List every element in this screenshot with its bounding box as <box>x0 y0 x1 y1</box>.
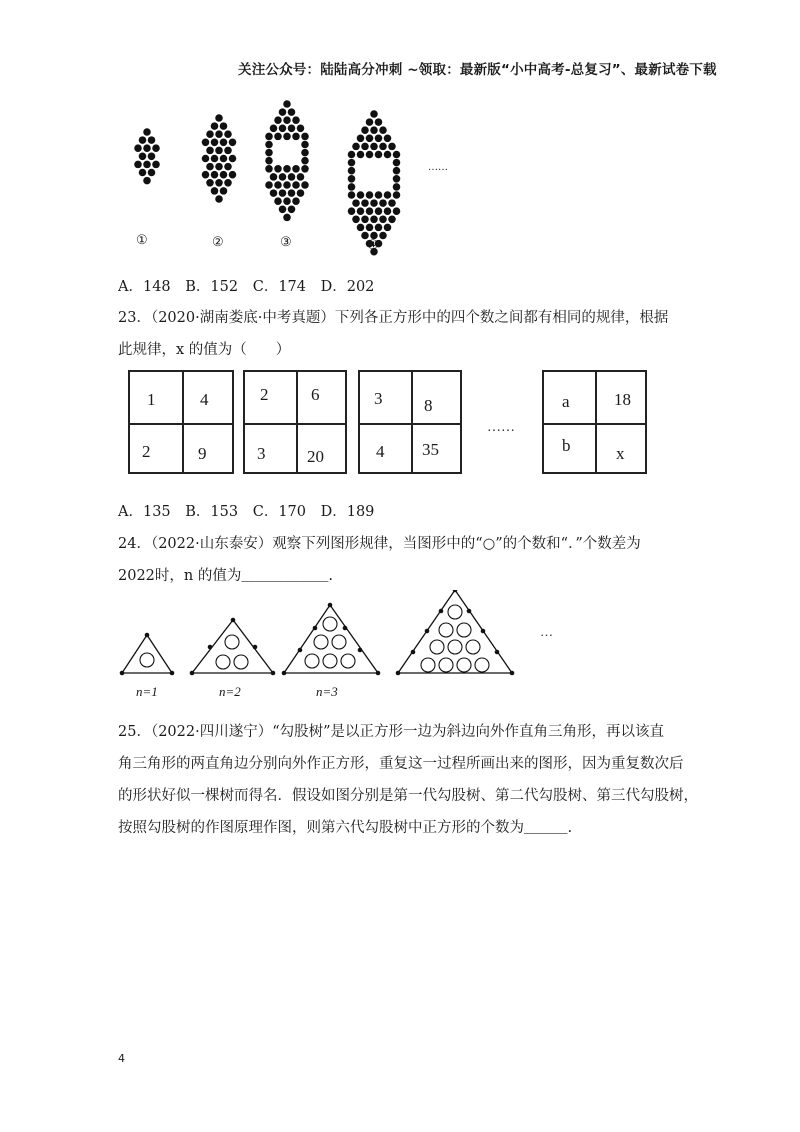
q22-choice-b[interactable]: B．152 <box>185 279 239 295</box>
dot <box>215 195 223 203</box>
point <box>358 648 363 653</box>
q23-square-4-br: x <box>616 444 625 463</box>
dot <box>224 179 232 187</box>
ring <box>305 654 319 668</box>
ring <box>421 658 435 672</box>
q23-square-1-tr: 4 <box>200 390 209 409</box>
dot <box>152 161 160 169</box>
dot <box>215 114 223 122</box>
dot <box>139 136 147 144</box>
dot <box>352 143 360 151</box>
point <box>439 609 444 614</box>
q23-square-2 <box>243 370 347 474</box>
dot <box>384 151 392 159</box>
q23-square-2-tl: 2 <box>260 385 269 404</box>
dot <box>301 149 309 157</box>
dot <box>211 122 219 130</box>
dot <box>388 199 396 207</box>
dot <box>211 155 219 163</box>
dot <box>283 116 291 124</box>
dot <box>388 143 396 151</box>
dot <box>348 175 356 183</box>
dot <box>366 191 374 199</box>
q23-square-1-br: 9 <box>198 444 207 463</box>
point <box>495 650 500 655</box>
dot <box>292 197 300 205</box>
dot <box>292 181 300 189</box>
q23-square-1-tl: 1 <box>147 390 156 409</box>
point <box>190 671 195 676</box>
dot <box>288 125 296 133</box>
ring <box>225 635 239 649</box>
dot <box>297 125 305 133</box>
dot <box>288 108 296 116</box>
q25-line-3: 的形状好似一棵树而得名．假设如图分别是第一代勾股树、第二代勾股树、第三代勾股树， <box>118 788 698 804</box>
dot <box>301 141 309 149</box>
q23-ellipsis: …… <box>487 420 515 435</box>
ring <box>430 640 444 654</box>
q23-square-4-tr: 18 <box>614 390 631 409</box>
dot <box>211 139 219 147</box>
q23-choice-b[interactable]: B．153 <box>185 504 239 520</box>
dot <box>379 126 387 134</box>
q23-square-2-tr: 6 <box>311 385 320 404</box>
dot <box>357 191 365 199</box>
dot <box>143 161 151 169</box>
q25-line-2: 角三角形的两直角边分别向外作正方形，重复这一过程所画出来的图形，因为重复数次后 <box>118 756 684 772</box>
dot <box>357 207 365 215</box>
dot <box>384 224 392 232</box>
dot <box>283 214 291 222</box>
dot <box>301 157 309 165</box>
dot <box>283 165 291 173</box>
dot <box>393 159 401 167</box>
ring <box>466 640 480 654</box>
ring <box>314 635 328 649</box>
point <box>282 671 287 676</box>
dot <box>357 135 365 143</box>
dot <box>265 149 273 157</box>
dot <box>206 179 214 187</box>
dot <box>220 122 228 130</box>
dot <box>379 232 387 240</box>
q23-stem-line-1: 23．（2020·湖南娄底·中考真题）下列各正方形中的四个数之间都有相同的规律，根据 <box>118 310 669 326</box>
ring <box>323 617 337 631</box>
dot <box>393 167 401 175</box>
dot <box>134 144 142 152</box>
dot <box>357 224 365 232</box>
dot <box>393 151 401 159</box>
dot <box>215 163 223 171</box>
dot <box>279 189 287 197</box>
q23-choices <box>118 500 384 521</box>
point <box>343 626 348 631</box>
ring <box>448 605 462 619</box>
q23-square-3-tr: 8 <box>424 396 433 415</box>
point <box>170 671 175 676</box>
dot <box>366 224 374 232</box>
dot <box>265 133 273 141</box>
dot <box>292 133 300 141</box>
dot <box>265 141 273 149</box>
dot <box>215 147 223 155</box>
q22-choice-d[interactable]: D．202 <box>320 279 375 295</box>
dot <box>265 157 273 165</box>
triangle-n2 <box>192 620 273 673</box>
dot <box>270 173 278 181</box>
point <box>145 633 150 638</box>
dot <box>202 139 210 147</box>
q23-choice-d[interactable]: D．189 <box>320 504 375 520</box>
dot <box>375 224 383 232</box>
point <box>298 648 303 653</box>
dot <box>348 167 356 175</box>
dot <box>134 161 142 169</box>
q24-label-3: n=3 <box>316 684 338 699</box>
q23-square-4-tl: a <box>562 392 570 411</box>
dot <box>388 216 396 224</box>
dot <box>357 151 365 159</box>
page-number: 4 <box>118 1052 125 1065</box>
dot <box>215 130 223 138</box>
dot <box>375 151 383 159</box>
dot <box>348 159 356 167</box>
dot <box>366 135 374 143</box>
point <box>425 629 430 634</box>
dot <box>301 165 309 173</box>
point <box>271 671 276 676</box>
dot <box>220 171 228 179</box>
dot <box>361 199 369 207</box>
ring <box>323 654 337 668</box>
dot <box>211 187 219 195</box>
dot <box>283 133 291 141</box>
dot <box>361 216 369 224</box>
dot <box>224 130 232 138</box>
q22-label-2: ② <box>212 234 224 249</box>
dot <box>375 191 383 199</box>
q22-label-3: ③ <box>280 234 292 249</box>
dot <box>143 177 151 185</box>
dot <box>375 135 383 143</box>
q23-square-4 <box>542 370 647 474</box>
dot <box>361 126 369 134</box>
dot <box>301 133 309 141</box>
dot <box>265 181 273 189</box>
dot <box>274 116 282 124</box>
ring <box>234 655 248 669</box>
point <box>396 671 401 676</box>
triangle-n3 <box>284 605 378 673</box>
dot <box>206 147 214 155</box>
dot <box>375 207 383 215</box>
q24-ellipsis: … <box>540 624 553 639</box>
dot <box>379 143 387 151</box>
dot <box>206 163 214 171</box>
q23-square-3-br: 35 <box>422 440 439 459</box>
ring <box>216 655 230 669</box>
dot <box>288 206 296 214</box>
point <box>231 618 236 623</box>
dot <box>393 175 401 183</box>
dot <box>139 153 147 161</box>
dot <box>297 189 305 197</box>
point <box>481 629 486 634</box>
dot <box>384 207 392 215</box>
dot <box>148 153 156 161</box>
dot <box>384 135 392 143</box>
q23-choice-c[interactable]: C．170 <box>252 504 306 520</box>
dot <box>366 207 374 215</box>
dot <box>279 173 287 181</box>
dot <box>274 165 282 173</box>
dot <box>348 207 356 215</box>
dot <box>366 118 374 126</box>
dot <box>379 216 387 224</box>
dot <box>352 216 360 224</box>
dot <box>393 191 401 199</box>
dot <box>143 144 151 152</box>
dot <box>375 118 383 126</box>
dot <box>283 197 291 205</box>
dot <box>348 151 356 159</box>
dot <box>202 171 210 179</box>
q24-stem-line-1: 24．（2022·山东泰安）观察下列图形规律，当图形中的“○”的个数和“．”个数差为 <box>118 536 641 552</box>
dot <box>283 181 291 189</box>
dot <box>384 191 392 199</box>
dot <box>301 181 309 189</box>
ring <box>448 640 462 654</box>
q24-label-2: n=2 <box>219 684 241 699</box>
dot <box>206 130 214 138</box>
dot <box>279 125 287 133</box>
dot <box>370 199 378 207</box>
ring <box>457 623 471 637</box>
q22-choice-c[interactable]: C．174 <box>252 279 306 295</box>
dot <box>224 147 232 155</box>
ring <box>457 658 471 672</box>
point <box>253 645 258 650</box>
dot <box>220 139 228 147</box>
q22-label-4: ④ <box>367 237 379 252</box>
dot <box>265 165 273 173</box>
dot <box>288 189 296 197</box>
ring <box>341 654 355 668</box>
dot <box>143 128 151 136</box>
q23-square-3-bl: 4 <box>376 442 385 461</box>
dot <box>152 144 160 152</box>
dot <box>202 155 210 163</box>
q24-triangle-figures <box>0 590 800 710</box>
dot <box>292 116 300 124</box>
dot <box>229 171 237 179</box>
dot <box>370 126 378 134</box>
q23-square-1-bl: 2 <box>142 442 151 461</box>
point <box>208 645 213 650</box>
dot <box>148 136 156 144</box>
dot <box>292 165 300 173</box>
ring <box>439 623 453 637</box>
dot <box>279 108 287 116</box>
dot <box>215 179 223 187</box>
dot <box>352 199 360 207</box>
dot <box>393 183 401 191</box>
dot <box>270 125 278 133</box>
q23-stem-line-2: 此规律，x 的值为（ ） <box>118 342 291 358</box>
q24-stem-line-2: 2022时，n 的值为＿＿＿＿＿＿. <box>118 568 333 584</box>
q25-line-1: 25．（2022·四川遂宁）“勾股树”是以正方形一边为斜边向外作直角三角形，再以该直 <box>118 724 665 740</box>
point <box>328 603 333 608</box>
dot <box>370 216 378 224</box>
page-header: 关注公众号：陆陆高分冲刺 ~领取：最新版“小中高考-总复习”、最新试卷下载 <box>238 62 717 78</box>
dot <box>348 191 356 199</box>
dot <box>297 173 305 181</box>
triangle-n4 <box>398 590 512 673</box>
dot <box>283 100 291 108</box>
point <box>376 671 381 676</box>
dot <box>274 181 282 189</box>
point <box>510 671 515 676</box>
q23-square-2-bl: 3 <box>257 444 266 463</box>
point <box>120 671 125 676</box>
point <box>313 626 318 631</box>
dot <box>229 155 237 163</box>
q22-choice-a[interactable]: A．148 <box>118 279 171 295</box>
dot <box>370 143 378 151</box>
q22-ellipsis: …… <box>428 162 448 173</box>
ring <box>439 658 453 672</box>
dot <box>379 199 387 207</box>
dot <box>220 155 228 163</box>
q23-square-3-tl: 3 <box>374 389 383 408</box>
dot <box>274 133 282 141</box>
q23-square-4-bl: b <box>562 436 571 455</box>
ring <box>475 658 489 672</box>
dot <box>270 189 278 197</box>
point <box>467 609 472 614</box>
dot <box>220 187 228 195</box>
dot <box>393 207 401 215</box>
q22-choices <box>118 275 384 296</box>
dot <box>366 151 374 159</box>
dot <box>288 173 296 181</box>
q23-square-3 <box>358 370 462 474</box>
dot <box>274 197 282 205</box>
q23-square-2-br: 20 <box>307 447 324 466</box>
q25-line-4: 按照勾股树的作图原理作图，则第六代勾股树中正方形的个数为＿＿＿. <box>118 820 573 836</box>
q24-label-1: n=1 <box>136 684 158 699</box>
dot <box>229 139 237 147</box>
dot <box>279 206 287 214</box>
q23-square-1 <box>128 370 234 474</box>
dot <box>148 169 156 177</box>
dot <box>361 143 369 151</box>
dot <box>348 183 356 191</box>
q22-label-1: ① <box>136 232 148 247</box>
dot <box>224 163 232 171</box>
point <box>411 650 416 655</box>
q23-choice-a[interactable]: A．135 <box>118 504 171 520</box>
ring <box>332 635 346 649</box>
dot <box>370 110 378 118</box>
dot <box>211 171 219 179</box>
ring <box>140 653 154 667</box>
dot <box>139 169 147 177</box>
